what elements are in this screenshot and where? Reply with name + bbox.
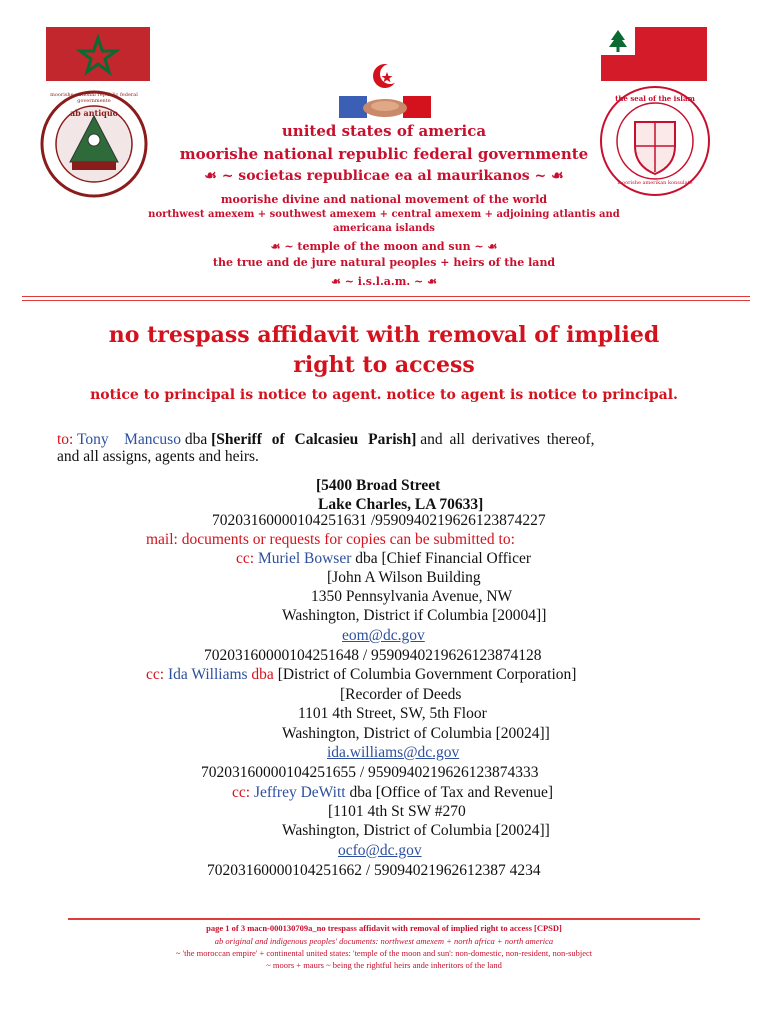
- to-name-first: Tony: [76, 431, 109, 448]
- footer-line-4: ~ moors + maurs ~ being the rightful heirs ande inheritors of the land: [266, 960, 502, 970]
- cc1-tracking: 70203160000104251648 / 9590940219626123874128: [204, 647, 542, 664]
- to-entity: [Sheriff of Calcasieu Parish]: [211, 431, 417, 448]
- header-divider: [22, 296, 750, 297]
- pine-tree-icon: [601, 27, 635, 55]
- footer-divider: [68, 918, 700, 920]
- footer-line-1: page 1 of 3 macn-000130709a_no trespass affidavit with removal of implied right to access [CPSD]: [206, 923, 562, 933]
- notice-line: notice to principal is notice to agent. notice to agent is notice to principal.: [90, 387, 678, 403]
- cc3-address-1: [1101 4th St SW #270: [328, 803, 466, 820]
- left-seal-center-text: ab antiquo: [69, 108, 119, 118]
- left-seal-ring-text: moorishe national republic federal governmente: [50, 92, 138, 104]
- cc3-address-2: Washington, District of Columbia [20024]]: [282, 822, 550, 839]
- cc1-name: Muriel Bowser: [257, 550, 352, 567]
- to-line: to: Tony Mancuso dba [Sheriff of Calcasieu Parish] and all derivatives thereof,: [57, 431, 595, 448]
- ornament-icon: ☙: [487, 240, 498, 253]
- ornament-icon: ☙: [270, 240, 281, 253]
- moroccan-flag: [46, 27, 150, 81]
- to-line-2: and all assigns, agents and heirs.: [57, 448, 259, 465]
- header-divider-2: [22, 300, 750, 301]
- ornament-icon: ☙: [551, 168, 564, 184]
- header-line-3: ☙ ~ societas republicae ea al maurikanos ~ ☙: [204, 168, 564, 184]
- header-line-8: the true and de jure natural peoples + heirs of the land: [212, 256, 556, 269]
- cc1-address-2: 1350 Pennsylvania Avenue, NW: [311, 588, 513, 605]
- ornament-icon: ☙: [427, 275, 437, 288]
- cc1-email-link[interactable]: eom@dc.gov: [342, 627, 425, 644]
- star-icon: [46, 27, 150, 81]
- to-address-2: Lake Charles, LA 70633]: [318, 496, 484, 513]
- to-name-last: Mancuso: [124, 431, 181, 448]
- cc1-address-3: Washington, District if Columbia [20004]]: [282, 607, 547, 624]
- cc3-name: Jeffrey DeWitt: [253, 784, 346, 801]
- header-line-4: moorishe divine and national movement of the world: [220, 193, 548, 206]
- cc2-address-2: 1101 4th Street, SW, 5th Floor: [298, 705, 487, 722]
- right-seal-ring-text: the seal of the islam: [615, 94, 695, 103]
- cc1-line: cc: Muriel Bowser dba [Chief Financial Officer: [236, 550, 532, 567]
- crescent-handshake-emblem: [335, 58, 435, 128]
- ornament-icon: ☙: [204, 168, 217, 184]
- cc2-address-1: [Recorder of Deeds: [340, 686, 462, 703]
- cc3-email-link[interactable]: ocfo@dc.gov: [338, 842, 422, 859]
- cc2-address-3: Washington, District of Columbia [20024]]: [282, 725, 550, 742]
- cc1-address-1: [John A Wilson Building: [327, 569, 481, 586]
- document-title-line-2: right to access: [293, 352, 475, 378]
- ornament-icon: ☙: [331, 275, 341, 288]
- document-title-line-1: no trespass affidavit with removal of implied: [108, 322, 660, 348]
- cc2-tracking: 70203160000104251655 / 9590940219626123874333: [201, 764, 539, 781]
- header-line-1: united states of america: [281, 122, 487, 140]
- pine-tree-flag: [601, 27, 707, 81]
- header-line-2: moorishe national republic federal governmente: [179, 145, 589, 163]
- right-seal-bottom-text: moorishe amerikan konsulate: [617, 180, 693, 186]
- to-tracking: 70203160000104251631 /9590940219626123874227: [212, 512, 546, 529]
- cc3-tracking: 70203160000104251662 / 59094021962612387 4234: [207, 862, 541, 879]
- mail-notice: mail: documents or requests for copies can be submitted to:: [146, 531, 515, 548]
- to-address-1: [5400 Broad Street: [316, 477, 441, 494]
- flag-canton: [601, 27, 635, 55]
- cc3-line: cc: Jeffrey DeWitt dba [Office of Tax and Revenue]: [232, 784, 554, 801]
- cc2-email-link[interactable]: ida.williams@dc.gov: [327, 744, 460, 761]
- cc2-line: cc: Ida Williams dba [District of Columbia Government Corporation]: [146, 666, 577, 683]
- header-line-9: ☙ ~ i.s.l.a.m. ~ ☙: [331, 275, 437, 288]
- header-line-6: americana islands: [333, 223, 435, 234]
- footer-line-3: ~ 'the moroccan empire' + continental united states: 'temple of the moon and sun': non-domestic, non-resident, non-subject: [175, 948, 593, 958]
- cc2-name: Ida Williams: [167, 666, 248, 683]
- header-line-7: ☙ ~ temple of the moon and sun ~ ☙: [270, 240, 498, 253]
- header-line-5: northwest amexem + southwest amexem + central amexem + adjoining atlantis and: [148, 209, 620, 220]
- footer-line-2: ab original and indigenous peoples' documents: northwest amexem + north africa + north america: [214, 936, 554, 946]
